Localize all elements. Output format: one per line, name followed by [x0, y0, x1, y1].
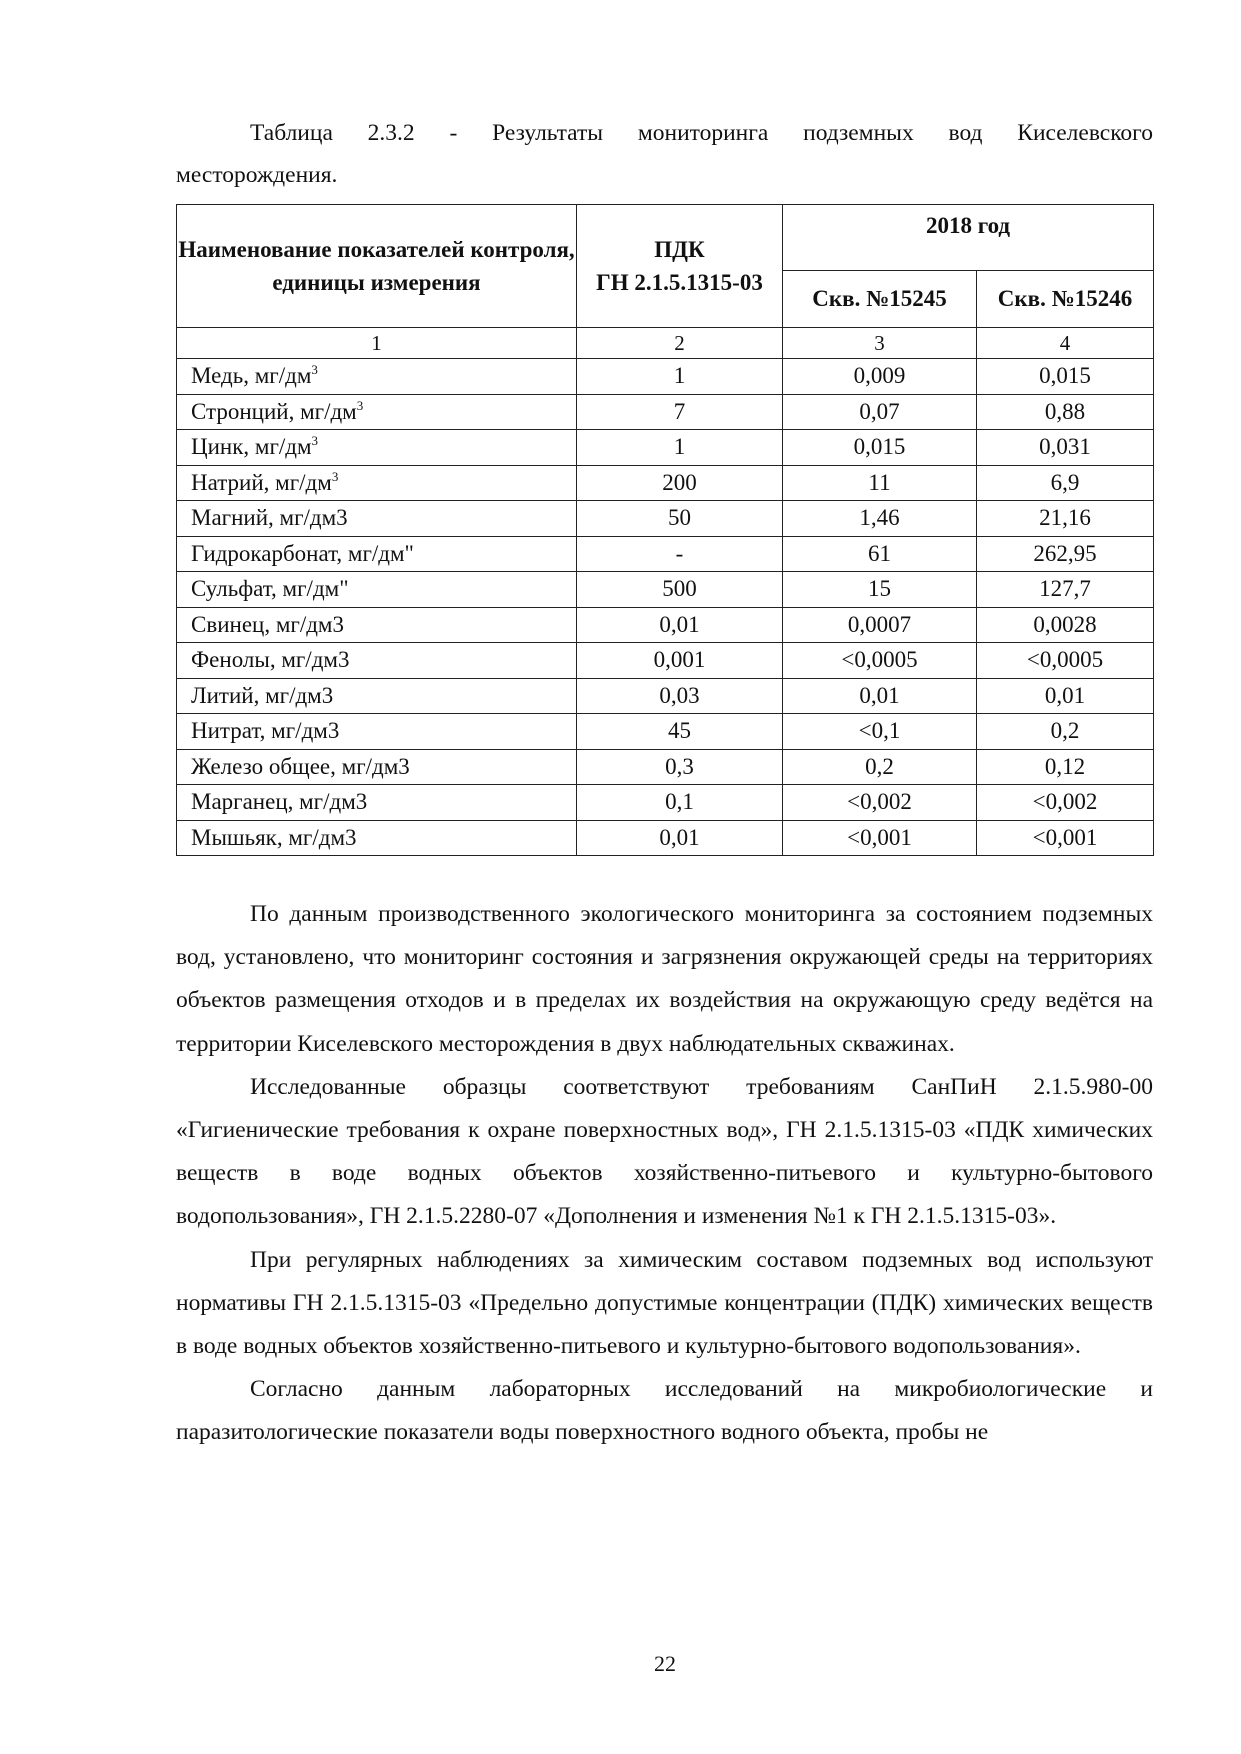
indicator-name: Свинец, мг/дм3: [191, 611, 344, 637]
table-row: [177, 572, 1154, 608]
table-row: [177, 643, 1154, 679]
pdk-value-cell: 1: [577, 430, 783, 466]
table-row: [177, 714, 1154, 750]
well-15246-value-cell: 21,16: [977, 501, 1154, 537]
header-well-15246: Скв. №15246: [977, 270, 1154, 327]
well-15246-value-cell: 6,9: [977, 465, 1154, 501]
pdk-value-cell: 45: [577, 714, 783, 750]
pdk-value-cell: 0,01: [577, 607, 783, 643]
indicator-name: Медь, мг/дм: [191, 363, 312, 389]
column-number: 2: [577, 328, 783, 359]
well-15245-value-cell: 1,46: [783, 501, 977, 537]
header-pdk-line-2: ГН 2.1.5.1315-03: [596, 270, 763, 295]
table-row: [177, 536, 1154, 572]
well-15246-value-cell: 0,88: [977, 394, 1154, 430]
well-15246-value-cell: 262,95: [977, 536, 1154, 572]
well-15246-value-cell: 0,2: [977, 714, 1154, 750]
well-15246-value-cell: 0,01: [977, 678, 1154, 714]
well-15246-value-cell: <0,001: [977, 820, 1154, 856]
unit-superscript: 3: [331, 468, 339, 484]
header-pdk: [577, 205, 783, 328]
monitoring-results-table: [176, 204, 1154, 856]
well-15246-value-cell: 0,031: [977, 430, 1154, 466]
header-year: [783, 205, 1154, 271]
indicator-name-cell: [177, 501, 577, 537]
pdk-value-cell: 0,001: [577, 643, 783, 679]
paragraph: Согласно данным лабораторных исследований на микробиологические и паразитологические показатели воды поверхностного водного объекта, пробы не: [176, 1376, 1153, 1446]
page-number: 22: [654, 1651, 676, 1676]
well-15245-value-cell: 0,2: [783, 749, 977, 785]
indicator-name: Марганец, мг/дм3: [191, 789, 368, 815]
paragraph: По данным производственного экологического мониторинга за состоянием подземных вод, установлено, что мониторинг состояния и загрязнения окружающей среды на территориях объектов размещения отходов и в пределах их воздействия на окружающую среду ведётся на территории Киселевского месторождения в двух наблюдательных скважинах.: [176, 901, 1153, 1057]
table-row: [177, 749, 1154, 785]
indicator-name: Стронций, мг/дм: [191, 398, 357, 424]
indicator-name: Гидрокарбонат, мг/дм": [191, 540, 414, 566]
indicator-name-cell: [177, 785, 577, 821]
well-15245-value-cell: 0,015: [783, 430, 977, 466]
indicator-name: Литий, мг/дм3: [191, 682, 334, 708]
table-row: [177, 607, 1154, 643]
indicator-name: Железо общее, мг/дм3: [191, 753, 410, 779]
table-caption: [176, 112, 1153, 196]
well-15246-value-cell: 0,0028: [977, 607, 1154, 643]
well-15245-value-cell: 0,009: [783, 359, 977, 395]
indicator-name-cell: [177, 394, 577, 430]
well-15246-value-cell: <0,0005: [977, 643, 1154, 679]
pdk-value-cell: 0,1: [577, 785, 783, 821]
paragraph: Исследованные образцы соответствуют требованиям СанПиН 2.1.5.980-00 «Гигиенические требования к охране поверхностных вод», ГН 2.1.5.1315-03 «ПДК химических веществ в воде водных объектов хозяйственно-питьевого и культурно-бытового водопользования», ГН 2.1.5.2280-07 «Дополнения и изменения №1 к ГН 2.1.5.1315-03».: [176, 1073, 1153, 1230]
pdk-value-cell: 200: [577, 465, 783, 501]
well-15245-value-cell: 61: [783, 536, 977, 572]
well-15246-value-cell: 0,015: [977, 359, 1154, 395]
indicator-name-cell: [177, 714, 577, 750]
pdk-value-cell: 50: [577, 501, 783, 537]
table-row: [177, 501, 1154, 537]
pdk-value-cell: 0,3: [577, 749, 783, 785]
well-15245-value-cell: 0,01: [783, 678, 977, 714]
table-row: [177, 430, 1154, 466]
indicator-name-cell: [177, 430, 577, 466]
table-row: [177, 785, 1154, 821]
well-15246-value-cell: <0,002: [977, 785, 1154, 821]
well-15245-value-cell: 11: [783, 465, 977, 501]
unit-superscript: 3: [311, 433, 319, 449]
indicator-name-cell: [177, 643, 577, 679]
well-15246-value-cell: 127,7: [977, 572, 1154, 608]
table-caption-line-1: Таблица 2.3.2 - Результаты мониторинга подземных вод Киселевского: [250, 120, 1153, 146]
indicator-name: Мышьяк, мг/дм3: [191, 824, 357, 850]
paragraph: При регулярных наблюдениях за химическим составом подземных вод используют нормативы ГН 2.1.5.1315-03 «Предельно допустимые концентрации (ПДК) химических веществ в воде водных объектов хозяйственно-питьевого и культурно-бытового водопользования».: [176, 1246, 1153, 1360]
column-number: 1: [177, 328, 577, 359]
well-15246-value-cell: 0,12: [977, 749, 1154, 785]
table-row: [177, 394, 1154, 430]
table-caption-line-2: месторождения.: [176, 162, 338, 188]
pdk-value-cell: 1: [577, 359, 783, 395]
pdk-value-cell: -: [577, 536, 783, 572]
indicator-name-cell: [177, 820, 577, 856]
indicator-name: Цинк, мг/дм: [191, 434, 312, 460]
well-15245-value-cell: 15: [783, 572, 977, 608]
header-pdk-line-1: ПДК: [654, 237, 705, 262]
unit-superscript: 3: [311, 362, 318, 378]
well-15245-value-cell: <0,001: [783, 820, 977, 856]
table-row: [177, 359, 1154, 395]
header-year-label: 2018 год: [925, 213, 1011, 238]
pdk-value-cell: 0,01: [577, 820, 783, 856]
well-15245-value-cell: <0,1: [783, 714, 977, 750]
indicator-name-cell: [177, 536, 577, 572]
indicator-name: Магний, мг/дм3: [191, 505, 348, 531]
header-well-15245: Скв. №15245: [783, 270, 977, 327]
well-15245-value-cell: 0,07: [783, 394, 977, 430]
indicator-name-cell: [177, 359, 577, 395]
table-row: [177, 820, 1154, 856]
indicator-name-cell: [177, 465, 577, 501]
column-number-row: [177, 328, 1154, 359]
table-row: [177, 678, 1154, 714]
indicator-name-cell: [177, 607, 577, 643]
column-number: 3: [783, 328, 977, 359]
body-text: [176, 893, 1153, 1455]
pdk-value-cell: 0,03: [577, 678, 783, 714]
pdk-value-cell: 7: [577, 394, 783, 430]
indicator-name: Нитрат, мг/дм3: [191, 718, 340, 744]
indicator-name: Сульфат, мг/дм": [191, 576, 349, 602]
indicator-name-cell: [177, 749, 577, 785]
table-row: [177, 465, 1154, 501]
indicator-name: Фенолы, мг/дм3: [191, 647, 350, 673]
pdk-value-cell: 500: [577, 572, 783, 608]
well-15245-value-cell: <0,002: [783, 785, 977, 821]
well-15245-value-cell: <0,0005: [783, 643, 977, 679]
unit-superscript: 3: [356, 397, 364, 413]
indicator-name-cell: [177, 678, 577, 714]
indicator-name-cell: [177, 572, 577, 608]
indicator-name: Натрий, мг/дм: [191, 469, 332, 495]
column-number: 4: [977, 328, 1154, 359]
well-15245-value-cell: 0,0007: [783, 607, 977, 643]
header-indicator-name: Наименование показателей контроля, единицы измерения: [177, 205, 577, 328]
